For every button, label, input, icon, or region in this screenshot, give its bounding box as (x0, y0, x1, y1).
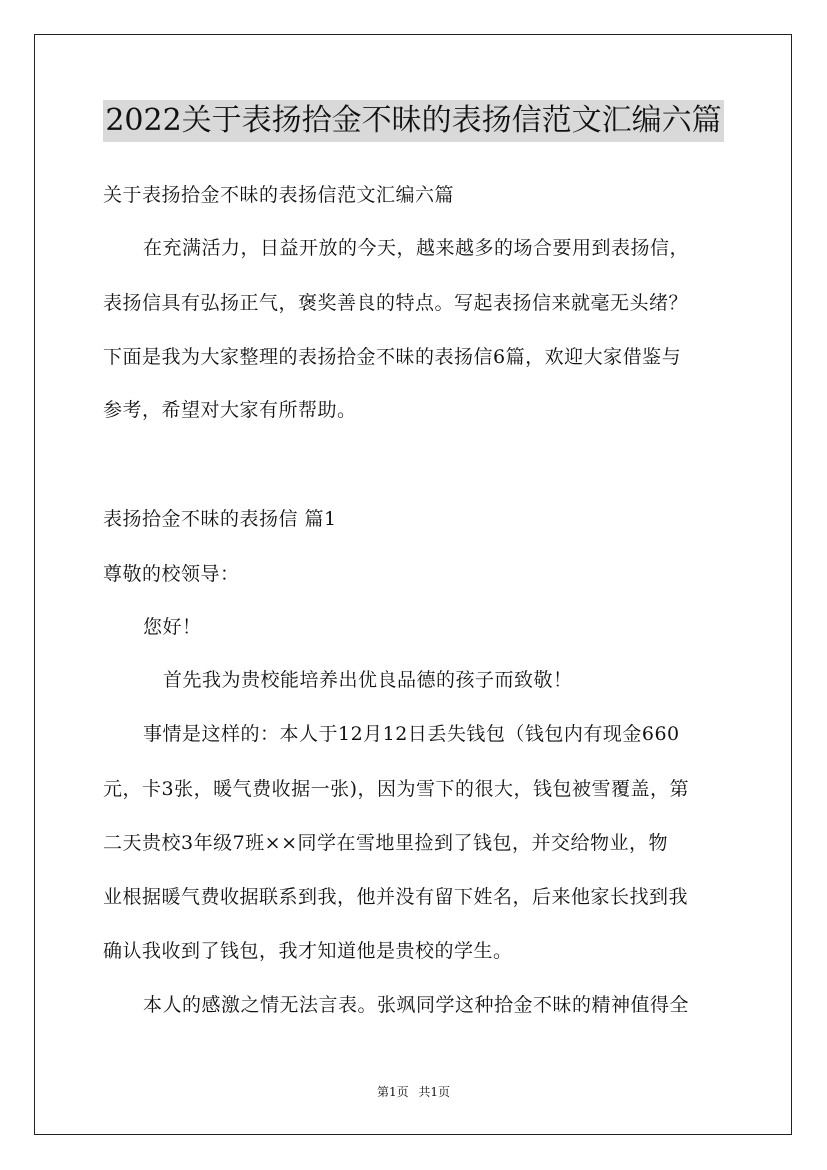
story-line-4: 业根据暖气费收据联系到我，他并没有留下姓名，后来他家长找到我 (103, 886, 689, 908)
story-line-2: 元，卡3张，暖气费收据一张)，因为雪下的很大，钱包被雪覆盖，第 (103, 778, 690, 800)
gratitude-line: 本人的感激之情无法言表。张飒同学这种拾金不昧的精神值得全 (143, 994, 690, 1016)
page-number-total: 共1页 (418, 1085, 451, 1099)
section-heading: 表扬拾金不昧的表扬信 篇1 (103, 508, 337, 530)
story-line-5: 确认我收到了钱包，我才知道他是贵校的学生。 (103, 940, 513, 962)
page-number-current: 第1页 (376, 1085, 409, 1099)
intro-line-3: 下面是我为大家整理的表扬拾金不昧的表扬信6篇，欢迎大家借鉴与 (103, 346, 682, 368)
story-line-3: 二天贵校3年级7班××同学在雪地里捡到了钱包，并交给物业，物 (103, 832, 669, 854)
greeting: 您好！ (143, 616, 202, 638)
document-title: 2022关于表扬拾金不昧的表扬信范文汇编六篇 (103, 100, 723, 142)
document-subtitle: 关于表扬拾金不昧的表扬信范文汇编六篇 (103, 184, 455, 206)
intro-line-1: 在充满活力，日益开放的今天，越来越多的场合要用到表扬信， (143, 237, 690, 259)
intro-line-2: 表扬信具有弘扬正气，褒奖善良的特点。写起表扬信来就毫无头绪？ (103, 292, 689, 314)
page-footer (0, 1084, 827, 1100)
title-container (0, 100, 827, 142)
story-line-1: 事情是这样的：本人于12月12日丢失钱包（钱包内有现金660 (143, 723, 680, 745)
opening-line: 首先我为贵校能培养出优良品德的孩子而致敬！ (163, 669, 573, 691)
intro-line-4: 参考，希望对大家有所帮助。 (103, 399, 357, 421)
salutation: 尊敬的校领导： (103, 563, 240, 585)
